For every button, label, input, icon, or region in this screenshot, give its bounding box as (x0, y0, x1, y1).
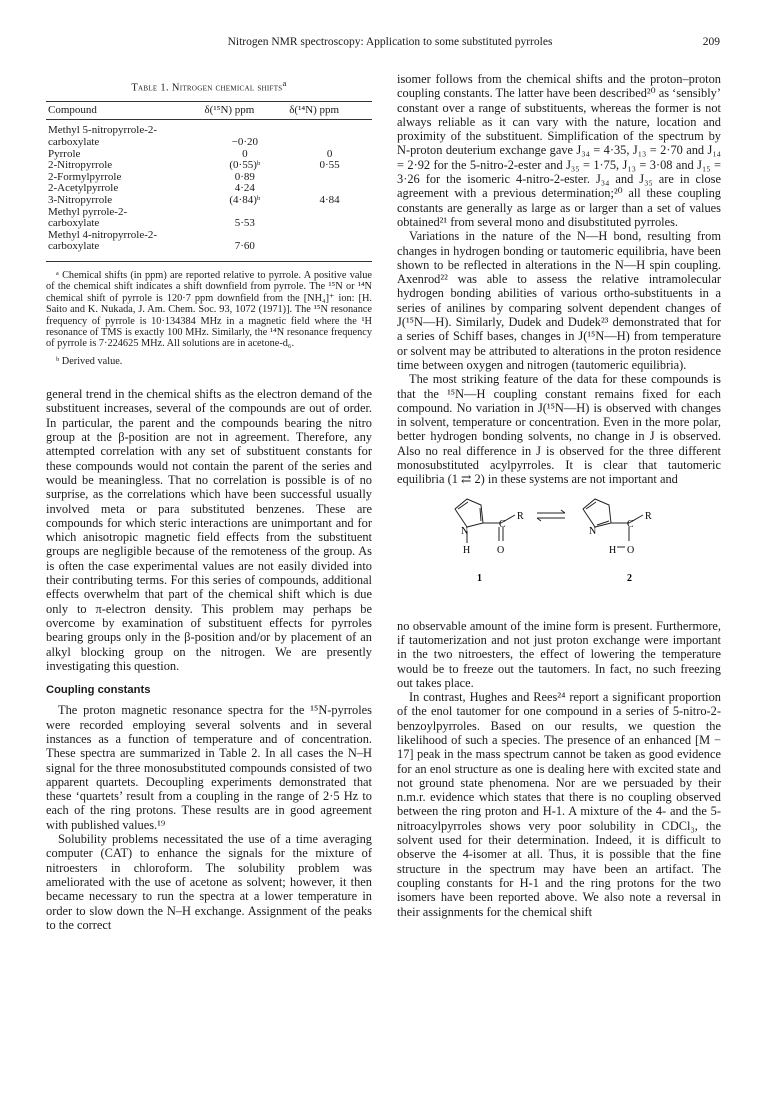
table-cell-compound: carboxylate (48, 217, 100, 230)
tautomer-diagram (437, 497, 687, 609)
atom-c-2: C (627, 518, 634, 530)
table-cell-n14 (287, 230, 372, 242)
table-caption (46, 76, 372, 96)
table-cell-n14 (287, 218, 372, 230)
table-cell-compound: Methyl pyrrole-2- (48, 205, 128, 218)
tautomer-structures (397, 497, 721, 609)
table-cell-n14: 4·84 (319, 193, 340, 206)
table-footnote-a: ᵃ Chemical shifts (in ppm) are reported relative to pyrrole. A positive value of the chemical shift indicates a shift downfield from pyrrole. The ¹⁵N or ¹⁴N chemical shift of pyrrole is 120·7 ppm downfield from the [NH₄]⁺ ion: [H. Saito and K. Nukada, J. Am. Chem. Soc. 93, 1072 (1971)]. The ¹⁵N resonance frequency of pyrrole is 10·134384 MHz in a magnetic field where the ¹H resonance of TMS is exactly 100 MHz. Similarly, the ¹⁴N resonance frequency of pyrrole is 7·224625 MHz. All solutions are in acetone-d₆. (46, 269, 372, 350)
section-heading: Coupling constants (46, 684, 151, 697)
table-caption-footnote-mark: a (282, 78, 287, 88)
table-cell-n15: 4·24 (234, 182, 255, 195)
atom-h-1: H (463, 544, 471, 556)
body-paragraph: In contrast, Hughes and Rees²⁴ report a significant proportion of the enol tautomer for one compound in a series of 5-nitro-2-benzoylpyrroles. Based on our results, we question the likelihood of such a species. The presence of an enhanced [M − 17] peak in the mass spectrum cannot be taken as good evidence for an enol structure as one is dealing here with excited state and not ground state phenomena. Nor are we persuaded by their n.m.r. evidence which states that there is no coupling observed between the ring proton and H-1. A mixture of the 4- and the 5-nitroacylpyrroles shows very poor solubility in CDCl₃, the solvent used for their determination. Indeed, it is difficult to observe the 4-isomer at all. Thus, it is possible that the fine structure in the spectrum may have been an artifact. The coupling constants for H-1 and the ring protons for the two isomers have been reported above. We also note a reversal in their assignments for the chemical shift (397, 690, 721, 919)
atom-o-1: O (497, 544, 505, 556)
table-cell-n15: −0·20 (231, 135, 259, 148)
table-footnotes (46, 270, 372, 367)
body-paragraph: Variations in the nature of the N—H bond, resulting from changes in hydrogen bonding or tautomeric equilibria, have been shown to be reflected in alterations in the N—H spin coupling. Axenrod²² was able to assess the relative intramolecular hydrogen bonding abilities of various ortho-substituents in a series of anilines by comparing solvent dependent changes of J(¹⁵N—H). Similarly, Dudek and Dudek²³ demonstrated that for a series of Schiff bases, changes in J(¹⁵N—H) from temperature or solvent may be attributed to alterations in the proton residence time between oxygen and nitrogen (tautomeric equilibria). (397, 229, 721, 372)
atom-r-2: R (645, 510, 652, 522)
table-header-row (46, 101, 372, 120)
table-cell-n14 (287, 172, 372, 184)
table-cell-n14 (287, 241, 372, 261)
equilibrium-arrow (537, 510, 565, 521)
body-paragraph: isomer follows from the chemical shifts and the proton–proton coupling constants. The latter have been described²⁰ as ‘sensibly’ constant over a range of substituents, whereas the former is not always reliable as it can vary with the nature, location and proximity of the substituent. Simplification of the spectrum by N-proton deuterium exchange gave J₃₄ = 4·35, J₁₃ = 2·70 and J₁₄ = 2·92 for the 5-nitro-2-ester and J₃₅ = 1·75, J₁₃ = 3·08 and J₁₅ = 3·26 for the isomeric 4-nitro-2-ester. J₃₄ and J₃₅ are in close agreement with a previous determination;²⁰ all these coupling constants are generally as large as or larger than a set of values obtained²¹ from several mono and disubstituted pyrroles. (397, 72, 721, 229)
table-cell-compound: Pyrrole (48, 147, 81, 160)
running-title: Nitrogen NMR spectroscopy: Application to some substituted pyrroles (227, 36, 553, 48)
left-column (46, 72, 372, 932)
table-cell-n14 (287, 137, 372, 149)
table-cell-n15: (4·84)ᵇ (229, 193, 261, 206)
table-cell-compound: 2-Formylpyrrole (48, 170, 122, 183)
table-cell-compound: Methyl 4-nitropyrrole-2- (48, 228, 158, 241)
body-paragraph: The proton magnetic resonance spectra for the ¹⁵N-pyrroles were recorded employing several solvents and in several instances as a function of temperature and of concentration. These spectra are summarized in Table 2. In all cases the N–H signal for the three monosubstituted compounds consisted of two apparent quartets. Decoupling experiments demonstrated that these ‘quartets’ result from a coupling in the range of 2·5 Hz to each of the ring protons. These results are in good agreement with published values.¹⁹ (46, 703, 372, 832)
structure-label-2: 2 (627, 572, 632, 584)
table-cell-n14 (287, 120, 372, 137)
table-header-n14: δ(¹⁴N) ppm (287, 101, 372, 120)
table-row (46, 241, 372, 261)
table-cell-compound: Methyl 5-nitropyrrole-2- (48, 124, 158, 137)
table-header-compound: Compound (46, 101, 202, 120)
table-cell-compound: carboxylate (46, 241, 202, 261)
table-cell-n15: 0·89 (234, 170, 255, 183)
atom-r-1: R (517, 510, 524, 522)
table-cell-compound: 2-Acetylpyrrole (48, 182, 119, 195)
table-cell-n14 (287, 207, 372, 219)
table-footnote-b: ᵇ Derived value. (56, 355, 123, 367)
table-caption-title: Nitrogen chemical shifts (171, 82, 283, 94)
table-cell-n15: 5·53 (234, 217, 255, 230)
right-column (397, 72, 721, 919)
atom-h-2: H (609, 544, 617, 556)
atom-o-2: O (627, 544, 635, 556)
table-row (46, 218, 372, 230)
structure-2 (583, 499, 643, 547)
atom-n-2: N (589, 525, 597, 537)
table-cell-compound: carboxylate (48, 135, 100, 148)
table-cell-compound: 2-Nitropyrrole (48, 159, 113, 172)
table-row (46, 195, 372, 207)
table-caption-prefix: Table 1. (131, 82, 169, 94)
atom-c-1: C (499, 518, 506, 530)
page-number: 209 (702, 36, 720, 48)
atom-n-1: N (461, 525, 469, 537)
table-row (46, 137, 372, 149)
body-paragraph: general trend in the chemical shifts as the electron demand of the substituent increases, several of the compounds are out of order. In particular, the parent and the compounds bearing the nitro group at the β-position are not in agreement. Therefore, any attempted correlation with any set of substituent constants for these compounds would not contain the parent of the series and would be meaningless. That no correlation is possible is of no surprise, as the correlations which have been successful usually involved meta or para substituted benzenes. These are compounds for which steric interactions are unimportant and for which anisotropic magnetic field effects from the substituent groups are negligible because of the remoteness of the group. As is often the case experimental values are not easily divided into their contributing terms. For this series of compounds, additional effects overwhelm that part of the chemical shift which is due only to π-electron density. This problem may perhaps be overcome by examination of substituent effects for pyrroles bearing groups only in the β-position and/or by placement of an alkyl blocking group on the nitrogen. We are presently investigating this question. (46, 387, 372, 673)
table-row (46, 120, 372, 137)
table-cell-n15 (202, 120, 287, 137)
body-paragraph: Solubility problems necessitated the use of a time averaging computer (CAT) to enhance the signals for the mixture of nitroesters in chloroform. The solubility problem was ameliorated with the use of acetone as solvent; however, it then became necessary to run the spectra at a lower temperature in order to slow down the N–H exchange. Assignment of the peaks to the correct (46, 832, 372, 932)
body-paragraph: The most striking feature of the data for these compounds is that the ¹⁵N—H coupling constant remains fixed for each compound. No variation in J(¹⁵N—H) is observed with changes in solvent, temperature or concentration. Even in the more polar, better hydrogen bonding solvents, no change in J is observed. Also no real difference in J is observed for the three different monosubstituted acylpyrroles. It is clear that tautomeric equilibria (1 ⇄ 2) in these systems are not important and (397, 372, 721, 487)
table-cell-n15: 7·60 (202, 241, 287, 261)
table-cell-n14: 0 (326, 147, 333, 160)
table-cell-n15: (0·55)ᵇ (229, 159, 261, 172)
body-paragraph: no observable amount of the imine form is present. Furthermore, if tautomerization and not just proton exchange were important in the two nitroesters, the effect of lowering the temperature would be to freeze out the tautomers. In fact, no such freezing out takes place. (397, 618, 721, 690)
table-cell-n15: 0 (242, 147, 248, 160)
table-cell-n14: 0·55 (319, 159, 340, 172)
structure-label-1: 1 (477, 572, 482, 584)
table-cell-compound: 3-Nitropyrrole (48, 193, 113, 206)
table-header-n15: δ(¹⁵N) ppm (202, 101, 287, 120)
nitrogen-shift-table (46, 101, 372, 262)
